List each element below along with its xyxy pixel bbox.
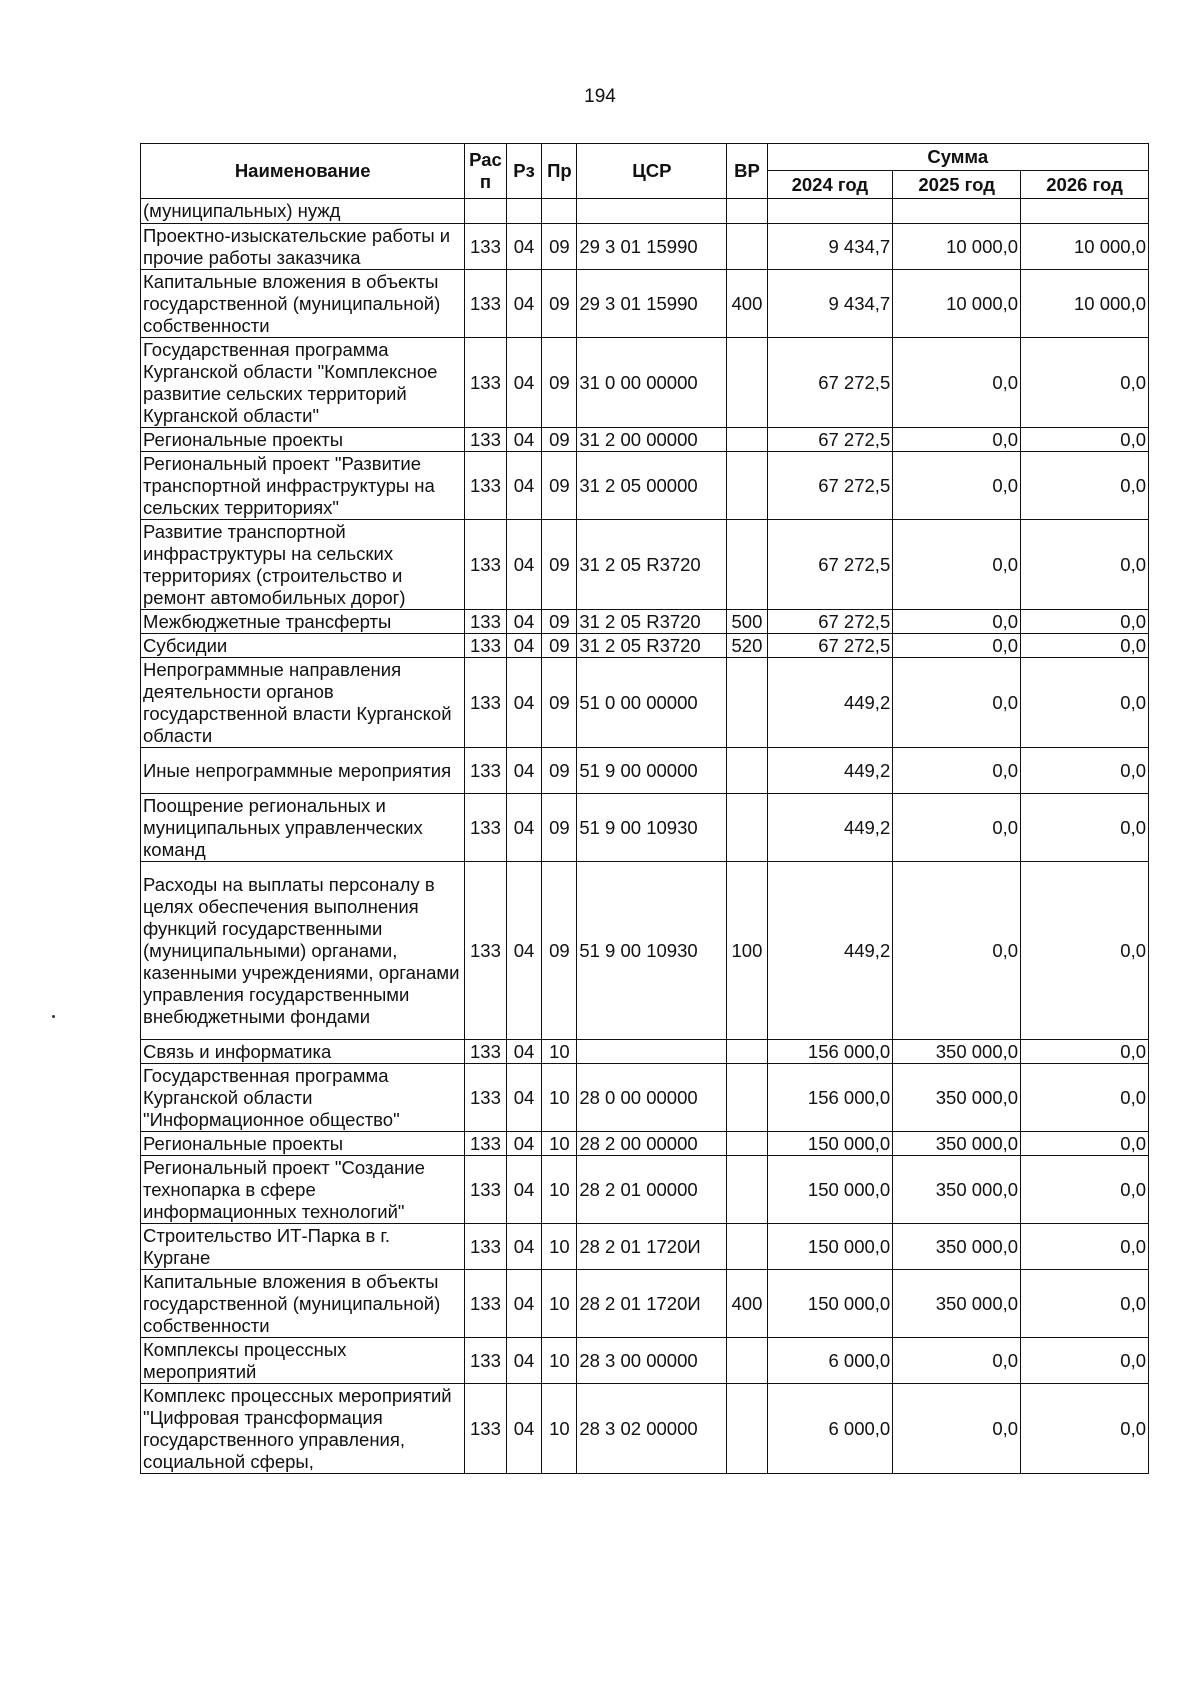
cell-rasp: 133 [465,610,506,634]
cell-name: Связь и информатика [141,1040,465,1064]
cell-pr: 09 [542,428,577,452]
cell-2024 [767,199,893,224]
header-rz: Рз [506,144,542,199]
cell-csr: 28 3 00 00000 [577,1338,727,1384]
cell-rz: 04 [506,338,542,428]
cell-vr [727,1156,767,1224]
cell-rasp: 133 [465,1384,506,1474]
cell-rz: 04 [506,1338,542,1384]
cell-2024: 67 272,5 [767,520,893,610]
cell-2025: 0,0 [893,610,1021,634]
cell-rz: 04 [506,862,542,1040]
cell-2025: 350 000,0 [893,1156,1021,1224]
cell-pr: 09 [542,610,577,634]
cell-2024: 449,2 [767,658,893,748]
cell-2025: 0,0 [893,794,1021,862]
table-row [141,199,1149,224]
cell-rz: 04 [506,452,542,520]
cell-2025: 350 000,0 [893,1040,1021,1064]
cell-2026: 0,0 [1021,1064,1149,1132]
table-row [141,610,1149,634]
cell-pr [542,199,577,224]
cell-2025: 0,0 [893,1384,1021,1474]
cell-2025: 350 000,0 [893,1270,1021,1338]
cell-vr [727,428,767,452]
cell-2026: 0,0 [1021,794,1149,862]
cell-rz: 04 [506,658,542,748]
cell-2025: 0,0 [893,634,1021,658]
table-row [141,1384,1149,1474]
cell-2025: 0,0 [893,452,1021,520]
cell-2024: 449,2 [767,794,893,862]
cell-vr [727,224,767,270]
table-row [141,338,1149,428]
table-row [141,1040,1149,1064]
cell-pr: 09 [542,658,577,748]
cell-rasp: 133 [465,338,506,428]
cell-rasp [465,199,506,224]
cell-pr: 10 [542,1156,577,1224]
cell-vr [727,1132,767,1156]
cell-2025: 0,0 [893,1338,1021,1384]
cell-2024: 156 000,0 [767,1040,893,1064]
cell-rz: 04 [506,1384,542,1474]
cell-rasp: 133 [465,1040,506,1064]
cell-vr [727,748,767,794]
cell-2026: 0,0 [1021,610,1149,634]
cell-pr: 09 [542,224,577,270]
cell-csr: 28 2 01 1720И [577,1270,727,1338]
cell-name: Непрограммные направления деятельности органов государственной власти Курганской области [141,658,465,748]
table-row [141,270,1149,338]
table-row [141,1132,1149,1156]
cell-2024: 449,2 [767,748,893,794]
cell-rz: 04 [506,794,542,862]
cell-rasp: 133 [465,748,506,794]
cell-name: Комплексы процессных мероприятий [141,1338,465,1384]
cell-rasp: 133 [465,520,506,610]
cell-2025: 350 000,0 [893,1132,1021,1156]
cell-vr [727,1338,767,1384]
cell-name: Капитальные вложения в объекты государственной (муниципальной) собственности [141,1270,465,1338]
cell-name: Иные непрограммные мероприятия [141,748,465,794]
cell-2026: 0,0 [1021,428,1149,452]
cell-pr: 10 [542,1064,577,1132]
cell-rz: 04 [506,520,542,610]
cell-rz: 04 [506,1156,542,1224]
cell-pr: 09 [542,634,577,658]
cell-2024: 67 272,5 [767,634,893,658]
cell-rasp: 133 [465,862,506,1040]
cell-pr: 10 [542,1224,577,1270]
cell-rasp: 133 [465,794,506,862]
table-row [141,1338,1149,1384]
cell-csr: 51 0 00 00000 [577,658,727,748]
cell-rasp: 133 [465,428,506,452]
cell-rz [506,199,542,224]
cell-2026: 0,0 [1021,1132,1149,1156]
cell-name: Развитие транспортной инфраструктуры на сельских территориях (строительство и ремонт автомобильных дорог) [141,520,465,610]
cell-name: Межбюджетные трансферты [141,610,465,634]
cell-csr: 31 0 00 00000 [577,338,727,428]
cell-vr [727,1040,767,1064]
cell-2024: 150 000,0 [767,1270,893,1338]
table-row [141,748,1149,794]
cell-rasp: 133 [465,1132,506,1156]
cell-rz: 04 [506,1132,542,1156]
cell-name: Расходы на выплаты персоналу в целях обеспечения выполнения функций государственными (муниципальными) органами, казенными учреждениями, органами управления государственными внебюджетными фондами [141,862,465,1040]
table-row [141,224,1149,270]
cell-rasp: 133 [465,634,506,658]
cell-csr [577,199,727,224]
cell-vr [727,452,767,520]
header-pr: Пр [542,144,577,199]
cell-csr: 28 2 00 00000 [577,1132,727,1156]
cell-pr: 10 [542,1338,577,1384]
cell-rz: 04 [506,1064,542,1132]
cell-2025: 0,0 [893,520,1021,610]
cell-2024: 150 000,0 [767,1224,893,1270]
cell-name: Государственная программа Курганской области "Комплексное развитие сельских территорий Курганской области" [141,338,465,428]
cell-rasp: 133 [465,1224,506,1270]
cell-vr [727,338,767,428]
cell-csr: 51 9 00 10930 [577,862,727,1040]
cell-pr: 09 [542,794,577,862]
cell-2024: 9 434,7 [767,270,893,338]
cell-csr: 51 9 00 10930 [577,794,727,862]
table-row [141,1224,1149,1270]
cell-csr: 28 3 02 00000 [577,1384,727,1474]
cell-2026: 0,0 [1021,862,1149,1040]
cell-2026: 0,0 [1021,1384,1149,1474]
header-csr: ЦСР [577,144,727,199]
cell-pr: 09 [542,748,577,794]
cell-name: Региональные проекты [141,1132,465,1156]
cell-vr [727,1224,767,1270]
cell-2025: 0,0 [893,338,1021,428]
table-row [141,634,1149,658]
header-2024: 2024 год [767,171,893,199]
cell-rz: 04 [506,1224,542,1270]
cell-2024: 67 272,5 [767,452,893,520]
cell-rz: 04 [506,270,542,338]
cell-pr: 09 [542,862,577,1040]
cell-2025: 350 000,0 [893,1064,1021,1132]
table-body [141,199,1149,1474]
cell-2026: 0,0 [1021,338,1149,428]
cell-rz: 04 [506,610,542,634]
cell-vr [727,794,767,862]
cell-name: Региональный проект "Развитие транспортной инфраструктуры на сельских территориях" [141,452,465,520]
cell-2026: 10 000,0 [1021,270,1149,338]
cell-csr: 28 0 00 00000 [577,1064,727,1132]
cell-rz: 04 [506,1040,542,1064]
cell-name: Субсидии [141,634,465,658]
table-row [141,1156,1149,1224]
cell-vr [727,658,767,748]
cell-2025: 0,0 [893,658,1021,748]
cell-2026: 0,0 [1021,1156,1149,1224]
cell-2024: 6 000,0 [767,1384,893,1474]
cell-pr: 09 [542,270,577,338]
cell-2025: 350 000,0 [893,1224,1021,1270]
cell-rasp: 133 [465,1338,506,1384]
cell-rasp: 133 [465,1156,506,1224]
cell-vr [727,520,767,610]
cell-vr: 500 [727,610,767,634]
cell-csr [577,1040,727,1064]
cell-vr: 400 [727,270,767,338]
cell-2024: 67 272,5 [767,338,893,428]
cell-name: Комплекс процессных мероприятий "Цифровая трансформация государственного управления, социальной сферы, [141,1384,465,1474]
cell-2024: 67 272,5 [767,428,893,452]
cell-rasp: 133 [465,224,506,270]
cell-2024: 150 000,0 [767,1156,893,1224]
cell-csr: 31 2 05 00000 [577,452,727,520]
table-row [141,1270,1149,1338]
budget-table [140,143,1149,1474]
table-row [141,452,1149,520]
table-header [141,144,1149,199]
cell-2026: 0,0 [1021,1040,1149,1064]
cell-rz: 04 [506,634,542,658]
cell-2026: 0,0 [1021,748,1149,794]
cell-rasp: 133 [465,1064,506,1132]
table-row [141,658,1149,748]
cell-pr: 09 [542,520,577,610]
cell-rz: 04 [506,1270,542,1338]
cell-csr: 29 3 01 15990 [577,224,727,270]
header-rasp: Рас п [465,144,506,199]
cell-rz: 04 [506,428,542,452]
cell-name: Поощрение региональных и муниципальных управленческих команд [141,794,465,862]
cell-2025: 10 000,0 [893,224,1021,270]
header-2025: 2025 год [893,171,1021,199]
page-number: 194 [584,86,616,107]
cell-2025: 0,0 [893,748,1021,794]
cell-2026: 0,0 [1021,658,1149,748]
cell-csr: 29 3 01 15990 [577,270,727,338]
cell-csr: 28 2 01 1720И [577,1224,727,1270]
cell-vr [727,1064,767,1132]
cell-rz: 04 [506,224,542,270]
cell-2024: 9 434,7 [767,224,893,270]
cell-pr: 09 [542,452,577,520]
cell-csr: 31 2 05 R3720 [577,610,727,634]
cell-rasp: 133 [465,452,506,520]
cell-csr: 31 2 00 00000 [577,428,727,452]
cell-2026: 0,0 [1021,452,1149,520]
cell-vr: 400 [727,1270,767,1338]
cell-2026 [1021,199,1149,224]
cell-rz: 04 [506,748,542,794]
cell-pr: 10 [542,1040,577,1064]
cell-2026: 10 000,0 [1021,224,1149,270]
cell-rasp: 133 [465,658,506,748]
cell-2025: 0,0 [893,428,1021,452]
table-row [141,520,1149,610]
cell-2024: 449,2 [767,862,893,1040]
cell-name: Государственная программа Курганской области "Информационное общество" [141,1064,465,1132]
cell-2024: 156 000,0 [767,1064,893,1132]
cell-2026: 0,0 [1021,1338,1149,1384]
cell-vr: 520 [727,634,767,658]
cell-2026: 0,0 [1021,520,1149,610]
cell-2026: 0,0 [1021,634,1149,658]
cell-2025: 0,0 [893,862,1021,1040]
header-2026: 2026 год [1021,171,1149,199]
table-row [141,1064,1149,1132]
cell-2024: 67 272,5 [767,610,893,634]
cell-name: Проектно-изыскательские работы и прочие работы заказчика [141,224,465,270]
scan-speck [52,1015,55,1018]
cell-2026: 0,0 [1021,1224,1149,1270]
cell-vr: 100 [727,862,767,1040]
table-row [141,428,1149,452]
header-summa: Сумма [767,144,1148,171]
cell-csr: 31 2 05 R3720 [577,520,727,610]
cell-pr: 10 [542,1132,577,1156]
cell-rasp: 133 [465,270,506,338]
cell-name: Региональный проект "Создание технопарка в сфере информационных технологий" [141,1156,465,1224]
cell-2026: 0,0 [1021,1270,1149,1338]
header-vr: ВР [727,144,767,199]
cell-name: Капитальные вложения в объекты государственной (муниципальной) собственности [141,270,465,338]
cell-csr: 51 9 00 00000 [577,748,727,794]
cell-pr: 09 [542,338,577,428]
cell-csr: 28 2 01 00000 [577,1156,727,1224]
cell-2024: 6 000,0 [767,1338,893,1384]
cell-vr [727,199,767,224]
cell-pr: 10 [542,1384,577,1474]
cell-2025: 10 000,0 [893,270,1021,338]
cell-csr: 31 2 05 R3720 [577,634,727,658]
header-name: Наименование [141,144,465,199]
cell-2025 [893,199,1021,224]
table-row [141,794,1149,862]
cell-pr: 10 [542,1270,577,1338]
cell-name: Строительство ИТ-Парка в г. Кургане [141,1224,465,1270]
table-row [141,862,1149,1040]
cell-name: (муниципальных) нужд [141,199,465,224]
cell-rasp: 133 [465,1270,506,1338]
cell-name: Региональные проекты [141,428,465,452]
cell-2024: 150 000,0 [767,1132,893,1156]
cell-vr [727,1384,767,1474]
